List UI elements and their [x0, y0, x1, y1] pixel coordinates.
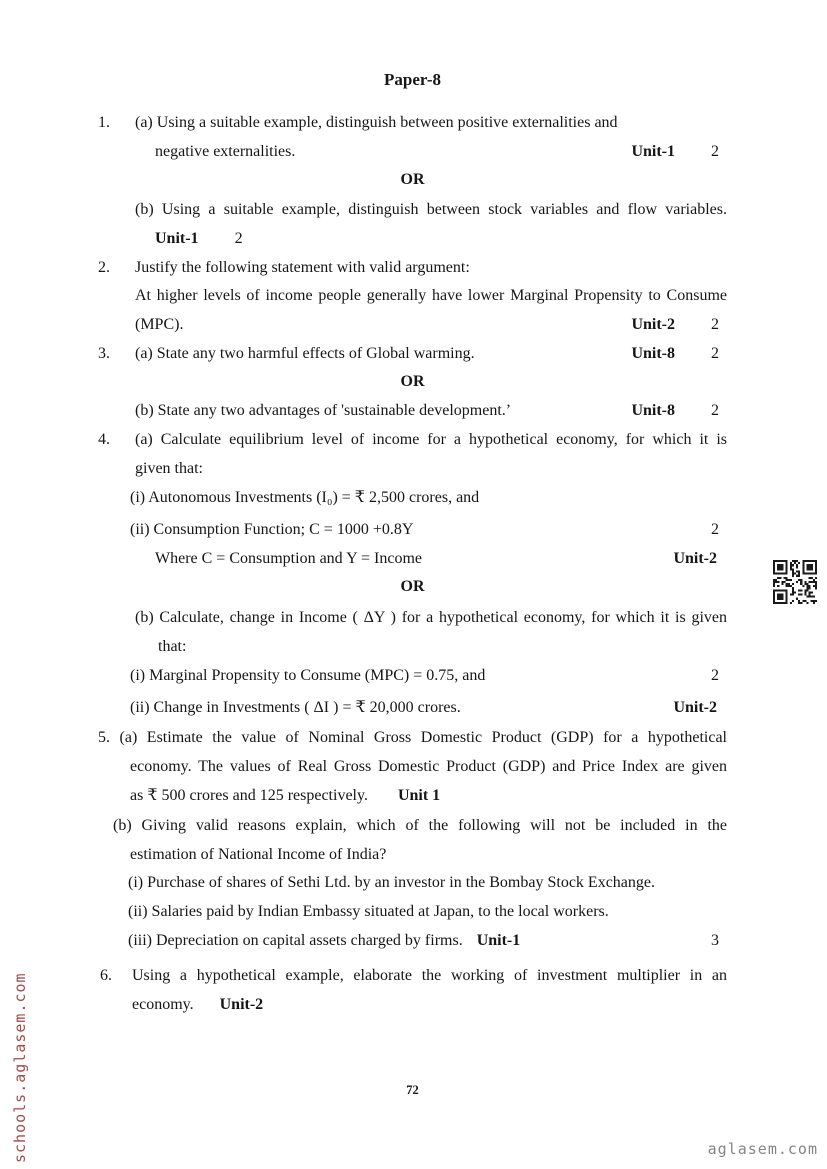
marks-value: 2 — [711, 402, 719, 419]
unit-label: Unit-2 — [631, 316, 675, 333]
question-line — [155, 142, 727, 161]
question-line — [128, 873, 727, 892]
unit-label: Unit-1 — [155, 230, 199, 247]
unit-label: Unit-8 — [631, 345, 675, 362]
unit-label: Unit-2 — [673, 699, 717, 716]
question-line — [98, 430, 727, 451]
line-text: (MPC). — [135, 316, 184, 333]
line-text: that: — [158, 638, 187, 655]
question-number: 1. — [98, 114, 110, 131]
question-line — [98, 344, 727, 363]
unit-label: Unit-2 — [673, 550, 717, 567]
line-text: (ii) Change in Investments ( ΔI ) = ₹ 20,000 crores. — [130, 699, 461, 716]
question-line — [135, 200, 727, 221]
line-text: Using a hypothetical example, elaborate the working of investment multiplier in an — [132, 967, 727, 984]
qr-code — [773, 560, 817, 604]
question-line — [130, 666, 727, 685]
question-line — [135, 286, 727, 307]
marks-value: 2 — [234, 230, 243, 247]
line-text: (ii) Salaries paid by Indian Embassy situated at Japan, to the local workers. — [128, 903, 609, 920]
question-line — [135, 608, 727, 629]
line-text: economy. — [132, 996, 194, 1013]
line-text: (ii) Consumption Function; C = 1000 +0.8Y — [130, 521, 414, 538]
question-line — [128, 902, 727, 921]
unit-label: Unit-2 — [219, 996, 264, 1013]
question-line — [98, 113, 727, 132]
question-number: 4. — [98, 431, 110, 448]
marks-value: 2 — [711, 316, 719, 333]
question-line — [130, 520, 727, 539]
question-line — [132, 995, 727, 1014]
line-text: (a) Using a suitable example, distinguish between positive externalities and — [135, 114, 618, 131]
line-text: as ₹ 500 crores and 125 respectively. — [130, 787, 368, 804]
question-line — [135, 459, 727, 478]
question-line — [98, 258, 727, 277]
line-text: (a) Calculate equilibrium level of income for a hypothetical economy, for which it is — [135, 431, 727, 448]
line-text: (b) Calculate, change in Income ( ΔY ) for a hypothetical economy, for which it is given — [135, 609, 727, 626]
or-separator: OR — [400, 373, 425, 390]
page-number: 72 — [406, 1083, 419, 1097]
marks-value: 3 — [711, 932, 719, 949]
unit-label: Unit-1 — [631, 143, 675, 160]
question-number: 3. — [98, 345, 110, 362]
line-text: Where C = Consumption and Y = Income — [155, 550, 423, 567]
or-separator: OR — [400, 578, 425, 595]
question-number: 6. — [100, 967, 112, 984]
page-title: Paper-8 — [384, 70, 441, 89]
line-text: (i) Autonomous Investments (I₀) = ₹ 2,500 crores, and — [130, 489, 480, 506]
unit-label: Unit-8 — [631, 402, 675, 419]
or-separator: OR — [400, 171, 425, 188]
question-line — [155, 549, 727, 568]
question-line — [130, 488, 727, 507]
marks-value: 2 — [711, 345, 719, 362]
question-line — [98, 728, 727, 749]
question-line — [113, 816, 727, 837]
side-site-watermark: schools.aglasem.com — [11, 972, 29, 1163]
marks-value: 2 — [711, 521, 719, 538]
line-text: given that: — [135, 460, 203, 477]
line-text: (i) Marginal Propensity to Consume (MPC) = 0.75, and — [130, 667, 486, 684]
unit-label: Unit-1 — [476, 932, 521, 949]
line-text: Justify the following statement with valid argument: — [135, 259, 470, 276]
marks-value: 2 — [711, 143, 719, 160]
question-line — [135, 315, 727, 334]
question-line — [130, 845, 727, 864]
question-line — [135, 401, 727, 420]
line-text: economy. The values of Real Gross Domestic Product (GDP) and Price Index are given — [130, 758, 727, 775]
line-text: (b) State any two advantages of 'sustainable development.’ — [135, 402, 512, 419]
question-line — [158, 637, 727, 656]
line-text: 5. (a) Estimate the value of Nominal Gross Domestic Product (GDP) for a hypothetical — [98, 729, 727, 746]
footer-site-watermark: aglasem.com — [707, 1140, 818, 1158]
question-line — [100, 966, 727, 987]
question-line — [155, 229, 727, 248]
line-text: At higher levels of income people generally have lower Marginal Propensity to Consume — [135, 287, 727, 304]
line-text: (a) State any two harmful effects of Global warming. — [135, 345, 475, 362]
line-text: (b) Using a suitable example, distinguish between stock variables and flow variables. — [135, 201, 727, 218]
line-text: negative externalities. — [155, 143, 296, 160]
question-line — [128, 931, 727, 950]
question-number: 2. — [98, 259, 110, 276]
line-text: (i) Purchase of shares of Sethi Ltd. by an investor in the Bombay Stock Exchange. — [128, 874, 655, 891]
line-text: estimation of National Income of India? — [130, 846, 387, 863]
question-line — [130, 757, 727, 778]
question-line — [130, 698, 727, 717]
unit-label: Unit 1 — [397, 787, 441, 804]
question-line — [130, 786, 727, 805]
marks-value: 2 — [711, 667, 719, 684]
line-text: (b) Giving valid reasons explain, which of the following will not be included in the — [113, 817, 727, 834]
line-text: (iii) Depreciation on capital assets charged by firms. — [128, 932, 463, 949]
